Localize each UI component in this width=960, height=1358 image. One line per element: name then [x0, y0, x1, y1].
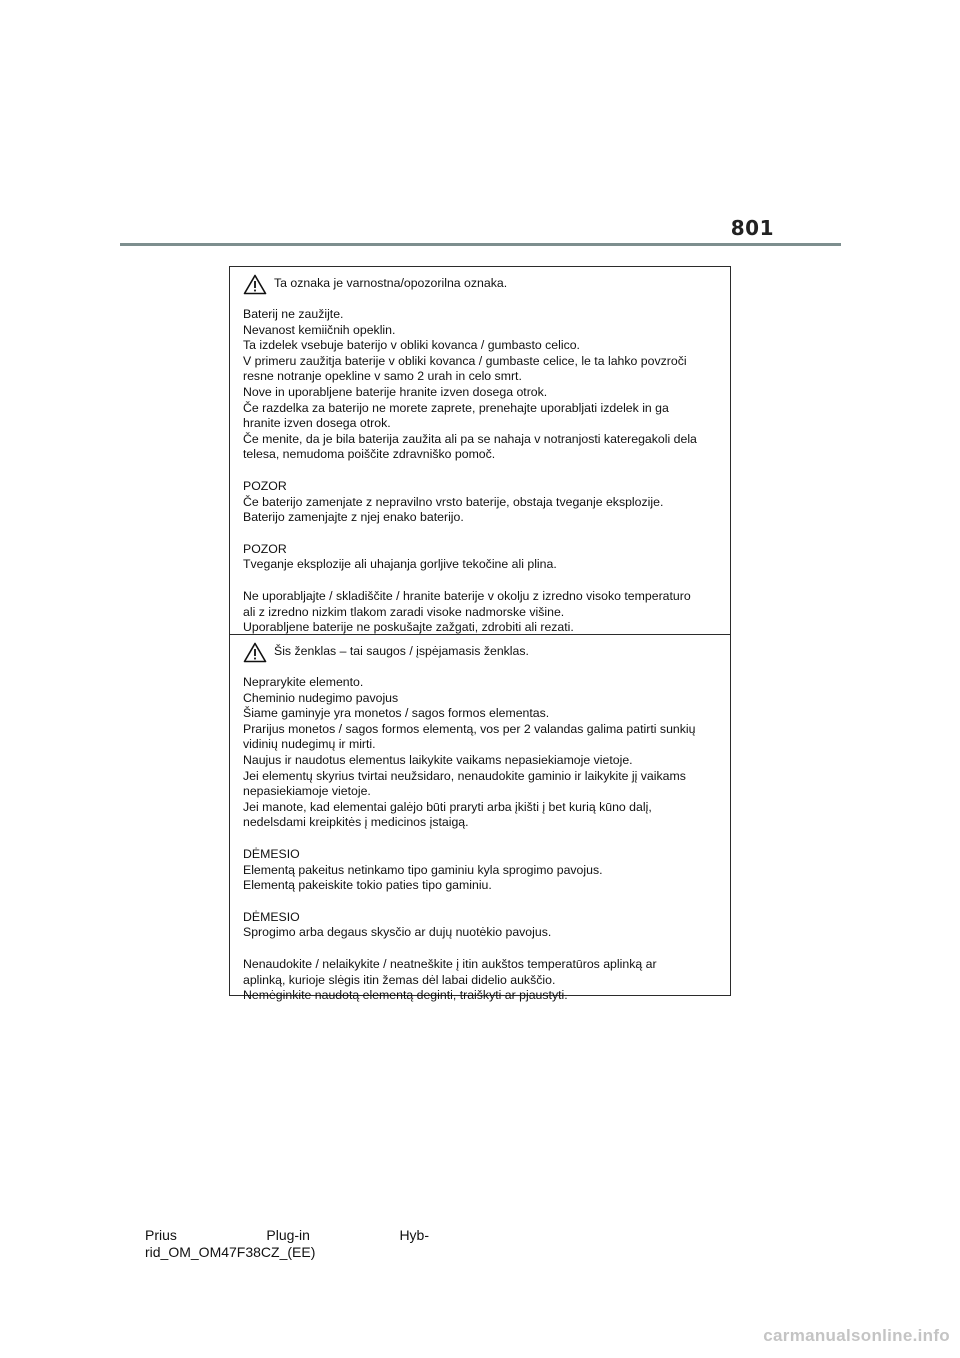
notice-paragraph [243, 589, 720, 636]
document-footer [145, 1227, 429, 1261]
text-line: Elementą pakeitus netinkamo tipo gaminiu kyla sprogimo pavojus. [243, 862, 603, 877]
page-number: 801 [730, 216, 774, 240]
text-line: Naujus ir naudotus elementus laikykite vaikams nepasiekiamoje vietoje. [243, 752, 633, 767]
text-line: Če menite, da je bila baterija zaužita ali pa se nahaja v notranjosti kateregakoli dela [243, 431, 697, 446]
notice-paragraph [243, 847, 720, 894]
text-line: Nenaudokite / nelaikykite / neatneškite į itin aukštos temperatūros aplinką ar [243, 956, 657, 971]
text-line: Jei manote, kad elementai galėjo būti praryti arba įkišti į bet kurią kūno dalį, [243, 799, 652, 814]
text-line: POZOR [243, 478, 287, 493]
notice-heading: Ta oznaka je varnostna/opozorilna oznaka. [274, 276, 508, 291]
text-line: resne notranje opekline v samo 2 urah in celo smrt. [243, 369, 522, 384]
footer-model: Prius [145, 1227, 177, 1243]
text-line: Če baterijo zamenjate z nepravilno vrsto baterije, obstaja tveganje eksplozije. [243, 494, 664, 509]
text-line: aplinką, kurioje slėgis itin žemas dėl labai didelio aukščio. [243, 972, 556, 987]
text-line: POZOR [243, 541, 287, 556]
text-line: nepasiekiamoje vietoje. [243, 784, 371, 799]
text-line: V primeru zaužitja baterije v obliki kovanca / gumbaste celice, le ta lahko povzroči [243, 353, 687, 368]
text-line: Tveganje eksplozije ali uhajanja gorljive tekočine ali plina. [243, 557, 557, 572]
text-line: Če razdelka za baterijo ne morete zaprete, prenehajte uporabljati izdelek in ga [243, 400, 669, 415]
footer-hyb: Hyb- [399, 1227, 429, 1243]
text-line: Baterij ne zaužijte. [243, 307, 344, 321]
notice-slovenian [230, 267, 730, 634]
text-line: Baterijo zamenjajte z njej enako baterijo. [243, 510, 464, 525]
battery-warning-box [229, 266, 731, 1003]
notice-paragraph [243, 957, 720, 1004]
footer-row [145, 1227, 429, 1244]
text-line: Uporabljene baterije ne poskušajte zažgati, zdrobiti ali rezati. [243, 620, 574, 635]
text-line: Prarijus monetos / sagos formos elementą, vos per 2 valandas galima patirti sunkių [243, 721, 696, 736]
text-line: Jei elementų skyrius tvirtai neužsidaro, nenaudokite gaminio ir laikykite jį vaikams [243, 768, 686, 783]
text-line: Ta izdelek vsebuje baterijo v obliki kovanca / gumbasto celico. [243, 338, 580, 353]
text-line: vidinių nudegimų ir mirti. [243, 737, 376, 752]
text-line: telesa, nemudoma poiščite zdravniško pomoč. [243, 447, 496, 462]
text-line: Cheminio nudegimo pavojus [243, 690, 399, 705]
notice-heading-row [243, 641, 720, 663]
notice-lithuanian [230, 634, 730, 1003]
footer-doc-code: rid_OM_OM47F38CZ_(EE) [145, 1244, 316, 1260]
notice-paragraph [243, 479, 720, 526]
text-line: DĖMESIO [243, 846, 300, 861]
notice-paragraph [243, 910, 720, 941]
notice-heading: Šis ženklas – tai saugos / įspėjamasis ženklas. [274, 644, 529, 659]
warning-triangle-icon [243, 642, 267, 663]
text-line: DĖMESIO [243, 909, 300, 924]
warning-triangle-icon [243, 274, 267, 295]
text-line: Ne uporabljajte / skladiščite / hranite baterije v okolju z izredno visoko temperaturo [243, 588, 691, 603]
text-line: Nevanost kemiičnih opeklin. [243, 322, 396, 337]
text-line: Šiame gaminyje yra monetos / sagos formos elementas. [243, 706, 550, 721]
notice-paragraph [243, 542, 720, 573]
text-line: Nove in uporabljene baterije hranite izven dosega otrok. [243, 384, 548, 399]
text-line: Elementą pakeiskite tokio paties tipo gaminiu. [243, 878, 492, 893]
text-line: ali z izredno nizkim tlakom zaradi visoke nadmorske višine. [243, 604, 565, 619]
notice-paragraph [243, 307, 720, 463]
text-line: Sprogimo arba degaus skysčio ar dujų nuotėkio pavojus. [243, 925, 552, 940]
header-rule [120, 243, 841, 246]
text-line: Neprarykite elemento. [243, 675, 364, 689]
watermark: carmanualsonline.info [763, 1326, 950, 1345]
notice-heading-row [243, 273, 720, 295]
notice-paragraph [243, 675, 720, 831]
footer-variant: Plug-in [266, 1227, 310, 1243]
text-line: hranite izven dosega otrok. [243, 416, 391, 431]
text-line: nedelsdami kreipkitės į medicinos įstaigą. [243, 815, 469, 830]
text-line: Nemėginkite naudotą elementą deginti, traiškyti ar pjaustyti. [243, 988, 568, 1003]
